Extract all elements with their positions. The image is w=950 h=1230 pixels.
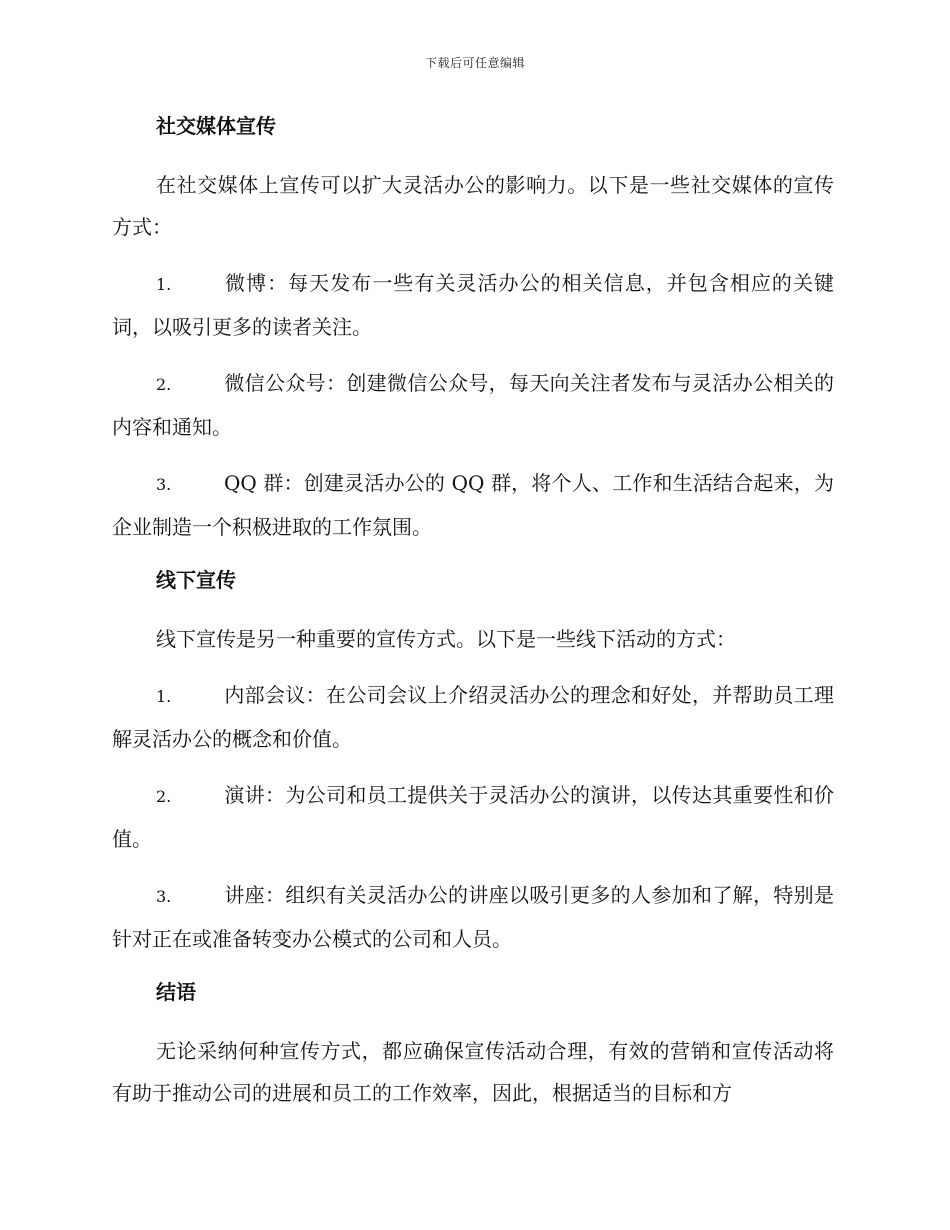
section-heading: 线下宣传	[156, 568, 236, 592]
section-intro: 线下宣传是另一种重要的宣传方式。以下是一些线下活动的方式：	[156, 627, 736, 651]
section-offline	[112, 562, 834, 960]
list-number: 3.	[156, 887, 172, 906]
list-number: 1.	[156, 687, 172, 706]
list-text: 微博：每天发布一些有关灵活办公的相关信息，并包含相应的关键词，以吸引更多的读者关注。	[112, 271, 834, 339]
list-text: 讲座：组织有关灵活办公的讲座以吸引更多的人参加和了解，特别是针对正在或准备转变办公模式的公司和人员。	[112, 883, 834, 951]
list-item	[112, 262, 834, 348]
list-text: 微信公众号：创建微信公众号，每天向关注者发布与灵活办公相关的内容和通知。	[112, 371, 834, 439]
list-number: 2.	[156, 787, 172, 806]
page-header: 下载后可任意编辑	[424, 56, 525, 70]
list-item	[112, 774, 834, 860]
list-item	[112, 674, 834, 760]
section-intro: 无论采纳何种宣传方式，都应确保宣传活动合理，有效的营销和宣传活动将有助于推动公司的进展和员工的工作效率，因此，根据适当的目标和方	[112, 1039, 834, 1105]
list-number: 2.	[156, 375, 172, 394]
section-heading: 结语	[156, 980, 196, 1004]
list-text: 演讲：为公司和员工提供关于灵活办公的演讲，以传达其重要性和价值。	[112, 783, 834, 851]
list-item	[112, 874, 834, 960]
document-body	[112, 108, 834, 1128]
section-heading: 社交媒体宣传	[156, 114, 276, 138]
list-number: 3.	[156, 475, 172, 494]
list-number: 1.	[156, 275, 172, 294]
list-item	[112, 462, 834, 548]
list-text: 内部会议：在公司会议上介绍灵活办公的理念和好处，并帮助员工理解灵活办公的概念和价值。	[112, 683, 834, 751]
list-text: QQ 群：创建灵活办公的 QQ 群，将个人、工作和生活结合起来，为企业制造一个积极进取的工作氛围。	[112, 471, 834, 539]
section-conclusion	[112, 974, 834, 1114]
section-social-media	[112, 108, 834, 548]
section-intro: 在社交媒体上宣传可以扩大灵活办公的影响力。以下是一些社交媒体的宣传方式：	[112, 173, 834, 239]
list-item	[112, 362, 834, 448]
